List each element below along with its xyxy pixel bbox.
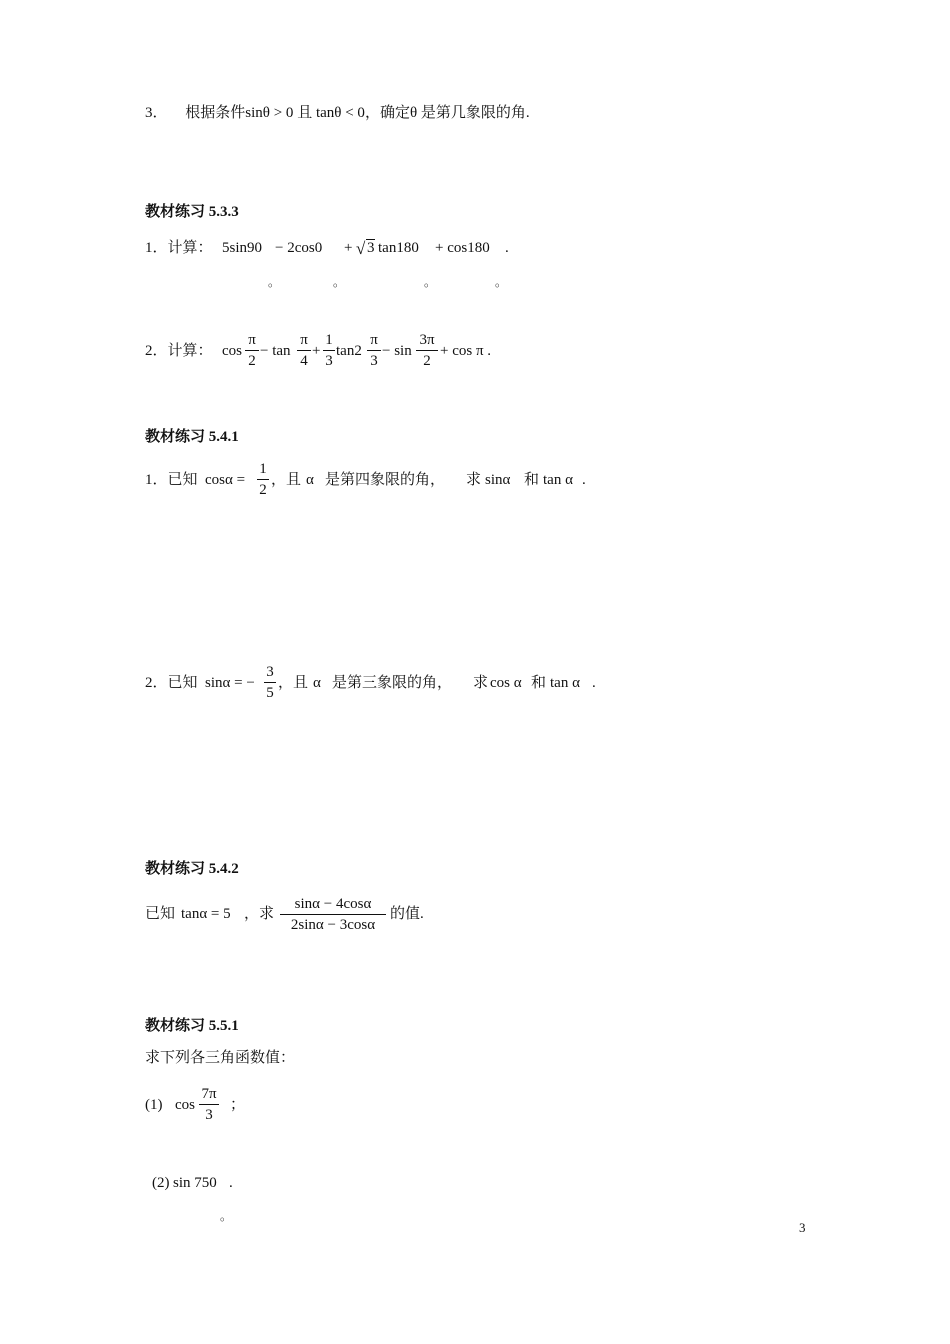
section-heading-5-4-2: 教材练习 5.4.2: [145, 861, 239, 877]
problem-number: 3．: [145, 105, 168, 121]
math-term: tan α: [550, 675, 580, 691]
period: .: [229, 1175, 233, 1191]
math-term: + cos180: [435, 240, 490, 256]
problem-text: 且: [297, 105, 313, 121]
problem-label: 已知: [145, 906, 176, 922]
fraction: 1 3: [323, 333, 335, 369]
math-expression: cosα =: [205, 472, 246, 488]
section-heading-5-4-1: 教材练习 5.4.1: [145, 429, 239, 445]
math-expression: tanθ < 0: [315, 105, 365, 121]
problem-text: 求: [466, 472, 482, 488]
problem-text: ，求: [244, 906, 275, 922]
math-term: − 2cos0: [275, 240, 323, 256]
punctuation: ；: [230, 1097, 246, 1113]
problem-text: 求: [473, 675, 489, 691]
problem-text: 根据条件: [185, 105, 246, 121]
fraction: π 3: [367, 333, 381, 369]
fraction: 1 2: [257, 462, 269, 498]
math-operator: +: [312, 343, 321, 359]
degree-mark: 。: [333, 275, 346, 289]
math-term: − tan: [260, 343, 291, 359]
problem-label: 2．计算：: [145, 343, 213, 359]
math-expression: sinα = −: [205, 675, 255, 691]
problem-label: (1): [145, 1097, 163, 1113]
sqrt-symbol: √: [356, 239, 366, 258]
problem-3: [145, 106, 530, 121]
fraction: 7π 3: [199, 1087, 219, 1123]
math-term: cos: [222, 343, 242, 359]
degree-mark: 。: [220, 1209, 233, 1223]
problem-5-3-3-1: [145, 241, 545, 261]
page-number: 3: [799, 1220, 806, 1235]
section-heading-5-5-1: 教材练习 5.5.1: [145, 1018, 239, 1034]
fraction: π 4: [297, 333, 311, 369]
problem-label: 1．计算：: [145, 240, 213, 256]
period: .: [505, 240, 509, 256]
problem-text: 是第四象限的角，: [325, 472, 446, 488]
math-term: 3: [367, 240, 375, 256]
degree-mark: 。: [424, 275, 437, 289]
problem-text: 的值.: [390, 906, 424, 922]
math-term: α: [313, 675, 321, 691]
math-operator: +: [344, 240, 353, 256]
fraction: 3 5: [264, 665, 276, 701]
math-term: cos: [175, 1097, 195, 1113]
problem-text: 是第几象限的角.: [420, 105, 530, 121]
math-term: sinα: [485, 472, 511, 488]
problem-text: 是第三象限的角，: [332, 675, 453, 691]
math-expression: tanα = 5: [181, 906, 231, 922]
degree-mark: 。: [495, 275, 508, 289]
math-term: tan α: [543, 472, 573, 488]
problem-text: ，确定: [364, 105, 410, 121]
math-term: tan2: [336, 343, 362, 359]
math-term: + cos π .: [440, 343, 492, 359]
math-expression: θ: [409, 105, 418, 121]
problem-text: 和: [524, 472, 540, 488]
math-term: − sin: [382, 343, 412, 359]
degree-mark: 。: [268, 275, 281, 289]
math-term: 5sin90: [222, 240, 263, 256]
period: .: [582, 472, 586, 488]
fraction: 3π 2: [416, 333, 438, 369]
problem-text: ，且: [278, 675, 309, 691]
problem-text: ，且: [271, 472, 302, 488]
problem-label: 2．已知: [145, 675, 198, 691]
problem-text: 和: [531, 675, 547, 691]
math-term: cos α: [490, 675, 522, 691]
section-intro: 求下列各三角函数值：: [145, 1050, 296, 1066]
fraction: π 2: [245, 333, 259, 369]
math-expression: sinθ > 0: [245, 105, 294, 121]
period: .: [592, 675, 596, 691]
math-expression: sin 750: [173, 1175, 217, 1191]
fraction: sinα − 4cosα 2sinα − 3cosα: [280, 897, 386, 933]
section-heading-5-3-3: 教材练习 5.3.3: [145, 204, 239, 220]
math-term: tan180: [378, 240, 419, 256]
problem-label: (2): [152, 1175, 170, 1191]
math-term: α: [306, 472, 314, 488]
problem-label: 1．已知: [145, 472, 198, 488]
